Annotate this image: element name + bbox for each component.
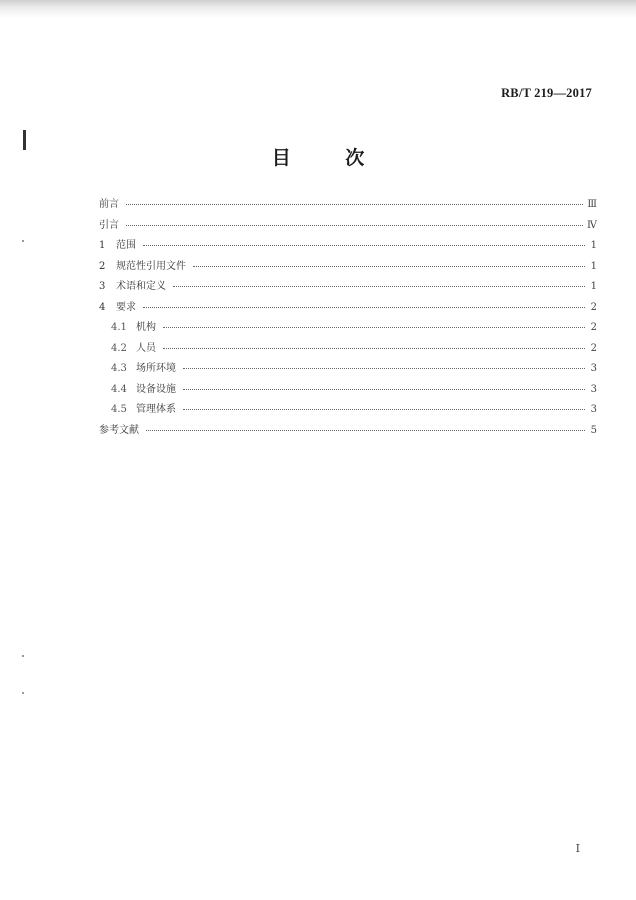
toc-entry[interactable] — [99, 298, 597, 319]
scan-top-edge — [0, 0, 636, 18]
scan-speck — [22, 692, 24, 694]
toc-entry-page: 2 — [590, 342, 597, 354]
toc-leader-dots — [163, 327, 585, 328]
toc-entry-label: 前言 — [99, 199, 119, 210]
toc-leader-dots — [163, 348, 585, 349]
toc-entry-number: 4 — [99, 301, 106, 313]
toc-leader-dots — [126, 225, 583, 226]
toc-entry-label: 引言 — [99, 219, 119, 231]
toc-entry-number: 3 — [99, 281, 106, 292]
toc-entry[interactable] — [99, 195, 597, 216]
toc-entry-label: 人员 — [136, 342, 156, 354]
toc-entry[interactable] — [99, 236, 597, 257]
toc-entry-page: 1 — [590, 240, 597, 251]
toc-entry[interactable] — [99, 421, 597, 442]
toc-entry[interactable] — [99, 277, 597, 298]
table-of-contents — [99, 195, 597, 441]
toc-entry-number: 4.1 — [111, 322, 127, 333]
toc-entry-page: 2 — [590, 322, 597, 333]
toc-leader-dots — [173, 286, 585, 287]
toc-entry-label: 机构 — [136, 322, 156, 333]
page-number: I — [575, 842, 580, 855]
toc-subentry[interactable] — [99, 318, 597, 339]
toc-entry-page: 3 — [590, 363, 597, 374]
toc-leader-dots — [183, 409, 585, 410]
scan-speck — [22, 240, 24, 242]
toc-entry[interactable] — [99, 216, 597, 237]
toc-entry-label: 要求 — [116, 301, 136, 313]
toc-subentry[interactable] — [99, 339, 597, 360]
toc-entry-label: 管理体系 — [136, 404, 176, 415]
toc-leader-dots — [193, 266, 585, 267]
toc-entry-number: 4.3 — [111, 363, 127, 374]
toc-entry-number: 1 — [99, 240, 106, 251]
toc-leader-dots — [183, 389, 585, 390]
toc-subentry[interactable] — [99, 359, 597, 380]
toc-subentry[interactable] — [99, 400, 597, 421]
toc-entry-number: 4.4 — [111, 383, 127, 395]
toc-entry-page: 5 — [590, 424, 597, 436]
toc-entry-label: 术语和定义 — [116, 281, 166, 292]
toc-entry-label: 参考文献 — [99, 424, 139, 436]
toc-entry-page: 3 — [590, 404, 597, 415]
toc-leader-dots — [126, 204, 583, 205]
toc-entry-number: 4.5 — [111, 404, 127, 415]
toc-entry-page: 1 — [590, 281, 597, 292]
toc-entry-label: 设备设施 — [136, 383, 176, 395]
toc-leader-dots — [183, 368, 585, 369]
toc-entry-label: 场所环境 — [136, 363, 176, 374]
document-code: RB/T 219—2017 — [501, 86, 592, 100]
toc-leader-dots — [146, 430, 585, 431]
toc-leader-dots — [143, 307, 585, 308]
toc-entry-number: 4.2 — [111, 342, 127, 354]
toc-entry-label: 范围 — [116, 240, 136, 251]
toc-entry-page: Ⅲ — [587, 199, 597, 210]
toc-entry[interactable] — [99, 257, 597, 278]
toc-subentry[interactable] — [99, 380, 597, 401]
toc-entry-page: 3 — [590, 383, 597, 395]
toc-entry-page: 2 — [590, 301, 597, 313]
toc-leader-dots — [143, 245, 585, 246]
toc-title: 目 次 — [271, 147, 389, 169]
toc-entry-label: 规范性引用文件 — [116, 260, 186, 272]
scan-speck — [22, 655, 24, 657]
toc-entry-page: Ⅳ — [587, 219, 597, 231]
toc-entry-page: 1 — [590, 260, 597, 272]
toc-entry-number: 2 — [99, 260, 106, 272]
